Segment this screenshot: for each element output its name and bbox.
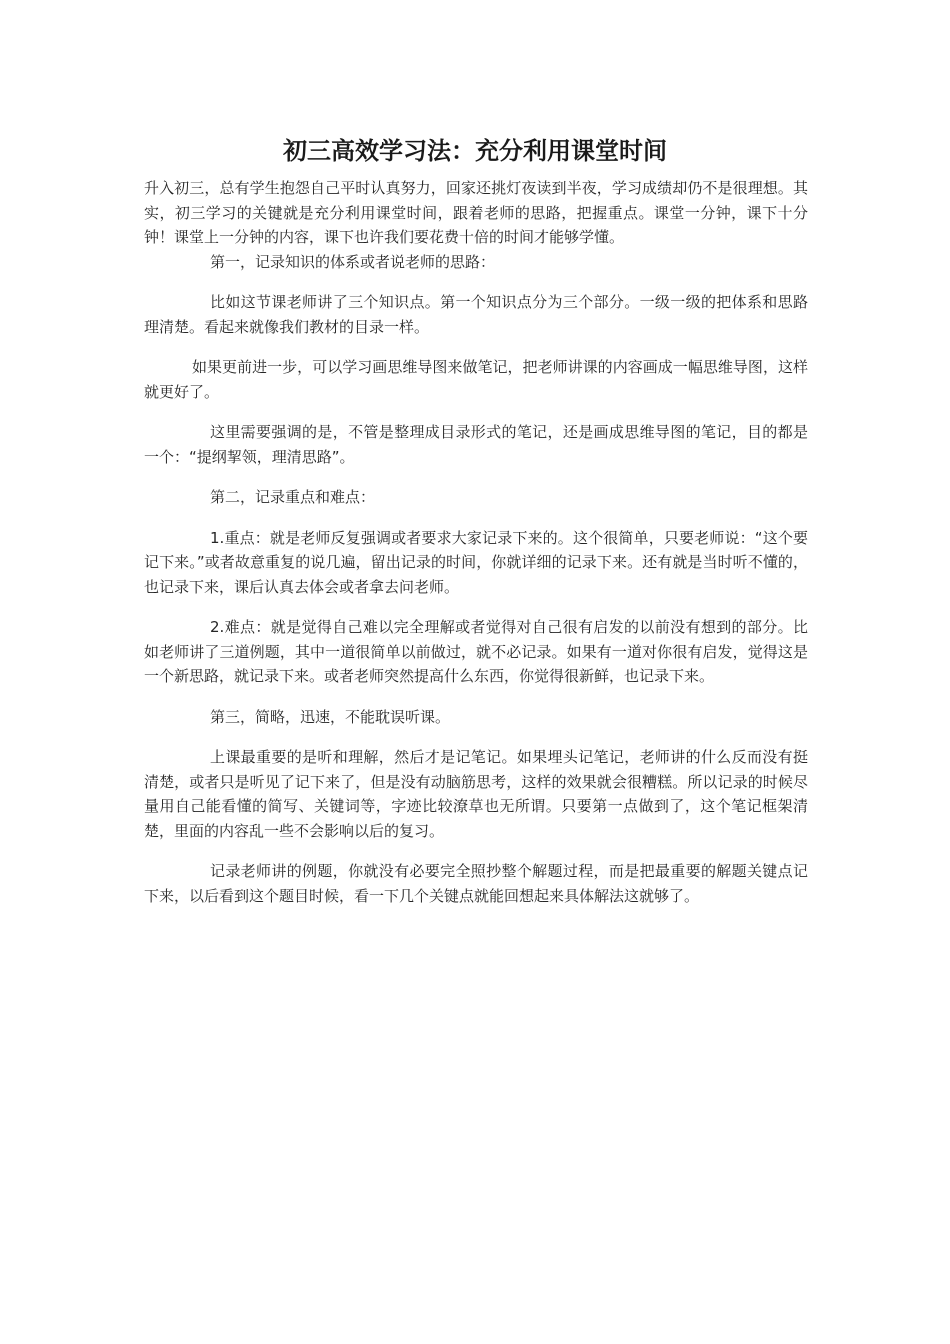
paragraph-emphasis: 这里需要强调的是，不管是整理成目录形式的笔记，还是画成思维导图的笔记，目的都是一个：“提纲挈领，理清思路”。 [144,423,808,466]
heading-first-point: 第一，记录知识的体系或者说老师的思路： [210,252,496,271]
paragraph-difficult-points: 2.难点：就是觉得自己难以完全理解或者觉得对自己很有启发的以前没有想到的部分。比如老师讲了三道例题，其中一道很简单以前做过，就不必记录。如果有一道对你很有启发，觉得这是一个新思路，就记录下来。或者老师突然提高什么东西，你觉得很新鲜，也记录下来。 [144,618,808,685]
paragraph-intro: 升入初三，总有学生抱怨自己平时认真努力，回家还挑灯夜读到半夜，学习成绩却仍不是很理想。其实，初三学习的关键就是充分利用课堂时间，跟着老师的思路，把握重点。课堂一分钟，课下十分钟！课堂上一分钟的内容，课下也许我们要花费十倍的时间才能够学懂。 [144,179,808,246]
paragraph-knowledge-system: 比如这节课老师讲了三个知识点。第一个知识点分为三个部分。一级一级的把体系和思路理清楚。看起来就像我们教材的目录一样。 [144,293,808,336]
paragraph-key-points: 1.重点：就是老师反复强调或者要求大家记录下来的。这个很简单，只要老师说：“这个要记下来。”或者故意重复的说几遍，留出记录的时间，你就详细的记录下来。还有就是当时听不懂的，也记录下来，课后认真去体会或者拿去问老师。 [144,528,808,596]
paragraph-examples: 记录老师讲的例题，你就没有必要完全照抄整个解题过程，而是把最重要的解题关键点记下来，以后看到这个题目时候，看一下几个关键点就能回想起来具体解法这就够了。 [144,862,808,905]
paragraph-mind-map: 如果更前进一步，可以学习画思维导图来做笔记，把老师讲课的内容画成一幅思维导图，这样就更好了。 [144,358,808,401]
paragraph-listening-first: 上课最重要的是听和理解，然后才是记笔记。如果埋头记笔记，老师讲的什么反而没有挺清楚，或者只是听见了记下来了，但是没有动脑筋思考，这样的效果就会很糟糕。所以记录的时候尽量用自己能看懂的简写、关键词等，字迹比较潦草也无所谓。只要第一点做到了，这个笔记框架清楚，里面的内容乱一些不会影响以后的复习。 [144,748,808,840]
document-body [144,176,808,908]
heading-third-point: 第三，简略，迅速，不能耽误听课。 [210,707,451,726]
document-title: 初三高效学习法：充分利用课堂时间 [283,137,667,165]
heading-second-point: 第二，记录重点和难点： [210,488,376,506]
